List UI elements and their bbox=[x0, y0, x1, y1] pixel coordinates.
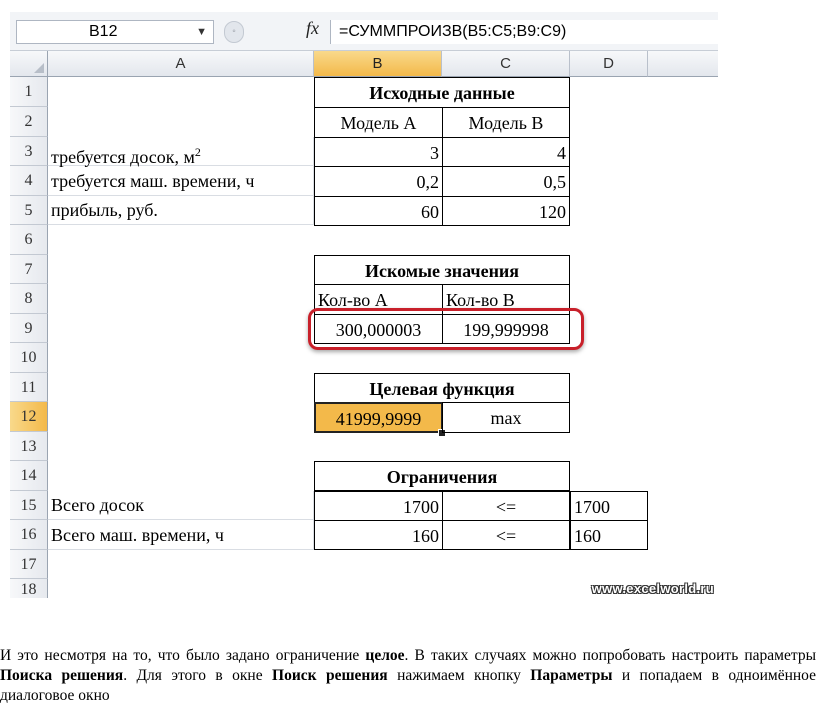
row-header-16[interactable]: 16 bbox=[10, 520, 48, 550]
formula-input[interactable]: =СУММПРОИЗВ(B5:C5;B9:C9) bbox=[330, 20, 718, 44]
cell-b3[interactable]: 3 bbox=[314, 137, 443, 167]
caption-text: . Для этого в окне bbox=[123, 667, 273, 684]
cell-a4[interactable]: требуется маш. времени, ч bbox=[48, 166, 314, 196]
caption-bold: Поиска решения bbox=[0, 667, 124, 684]
cell-b5[interactable]: 60 bbox=[314, 196, 443, 226]
cell-b16[interactable]: 160 bbox=[314, 520, 443, 550]
cell-b9[interactable]: 300,000003 bbox=[314, 314, 443, 344]
column-header-a[interactable]: A bbox=[48, 51, 314, 77]
row-header-3[interactable]: 3 bbox=[10, 137, 48, 166]
function-icon[interactable]: fx bbox=[306, 18, 319, 38]
cell-b8[interactable]: Кол-во А bbox=[314, 284, 443, 315]
row-header-14[interactable]: 14 bbox=[10, 461, 48, 491]
grip-icon: ◦ bbox=[224, 21, 244, 43]
row-header-15[interactable]: 15 bbox=[10, 491, 48, 520]
select-all-corner[interactable] bbox=[10, 51, 48, 77]
highlight-ring bbox=[308, 308, 584, 350]
caption-paragraph bbox=[0, 646, 816, 706]
name-box-value: B12 bbox=[89, 23, 118, 40]
site-watermark: www.excelworld.ru bbox=[591, 581, 714, 596]
row-header-1[interactable]: 1 bbox=[10, 77, 48, 107]
caption-bold: целое bbox=[365, 647, 405, 664]
row-header-7[interactable]: 7 bbox=[10, 255, 48, 284]
spreadsheet-screenshot bbox=[10, 12, 718, 598]
cell-c15[interactable]: <= bbox=[442, 491, 570, 521]
column-header-d[interactable]: D bbox=[570, 51, 648, 77]
cell-c16[interactable]: <= bbox=[442, 520, 570, 550]
cell-c12[interactable]: max bbox=[442, 402, 570, 433]
caption-bold: Параметры bbox=[530, 667, 613, 684]
row-header-8[interactable]: 8 bbox=[10, 284, 48, 314]
cell-b12-selected[interactable]: 41999,9999 bbox=[314, 402, 443, 433]
cell-a5[interactable]: прибыль, руб. bbox=[48, 196, 314, 225]
cell-b4[interactable]: 0,2 bbox=[314, 166, 443, 197]
cell-a3-superscript: 2 bbox=[194, 145, 201, 159]
row-header-17[interactable]: 17 bbox=[10, 550, 48, 579]
cell-c9[interactable]: 199,999998 bbox=[442, 314, 570, 344]
cell-b7-header[interactable]: Искомые значения bbox=[314, 255, 570, 285]
cell-a16[interactable]: Всего маш. времени, ч bbox=[48, 520, 314, 550]
cell-c3[interactable]: 4 bbox=[442, 137, 570, 167]
cell-c5[interactable]: 120 bbox=[442, 196, 570, 226]
cell-a3[interactable] bbox=[48, 137, 314, 166]
column-header-b[interactable]: B bbox=[314, 51, 442, 77]
caption-text: И это несмотря на то, что было задано ограничение bbox=[0, 647, 366, 664]
column-header-c[interactable]: C bbox=[442, 51, 570, 77]
caption-text: . В таких случаях можно попробовать настроить параметры bbox=[404, 647, 816, 664]
row-header-12[interactable]: 12 bbox=[10, 402, 48, 432]
cell-d15[interactable]: 1700 bbox=[570, 491, 648, 521]
caption-text: нажимаем кнопку bbox=[387, 667, 531, 684]
chevron-down-icon[interactable]: ▼ bbox=[196, 26, 207, 38]
row-header-18[interactable]: 18 bbox=[10, 579, 48, 598]
row-header-6[interactable]: 6 bbox=[10, 225, 48, 255]
cell-c8[interactable]: Кол-во В bbox=[442, 284, 570, 315]
cell-a15[interactable]: Всего досок bbox=[48, 491, 314, 520]
cell-a3-text: требуется досок, м bbox=[51, 147, 195, 167]
row-header-10[interactable]: 10 bbox=[10, 343, 48, 373]
formula-bar bbox=[10, 12, 718, 51]
cell-b15[interactable]: 1700 bbox=[314, 491, 443, 521]
name-box[interactable] bbox=[16, 20, 214, 44]
cell-d16[interactable]: 160 bbox=[570, 520, 648, 550]
cell-c2[interactable]: Модель В bbox=[442, 107, 570, 138]
row-header-4[interactable]: 4 bbox=[10, 166, 48, 196]
cell-b14-header[interactable]: Ограничения bbox=[314, 461, 570, 491]
caption-bold: Поиск решения bbox=[272, 667, 388, 684]
cell-b2[interactable]: Модель А bbox=[314, 107, 443, 138]
cell-b11-header[interactable]: Целевая функция bbox=[314, 373, 570, 403]
row-header-13[interactable]: 13 bbox=[10, 432, 48, 461]
row-header-5[interactable]: 5 bbox=[10, 196, 48, 225]
column-header-e[interactable] bbox=[648, 51, 718, 77]
caption-text: и попадаем в одноимённое диалоговое окно bbox=[0, 667, 816, 704]
cell-b1-header[interactable]: Исходные данные bbox=[314, 77, 570, 108]
row-header-2[interactable]: 2 bbox=[10, 107, 48, 137]
row-header-9[interactable]: 9 bbox=[10, 314, 48, 343]
cell-c4[interactable]: 0,5 bbox=[442, 166, 570, 197]
row-header-11[interactable]: 11 bbox=[10, 373, 48, 402]
